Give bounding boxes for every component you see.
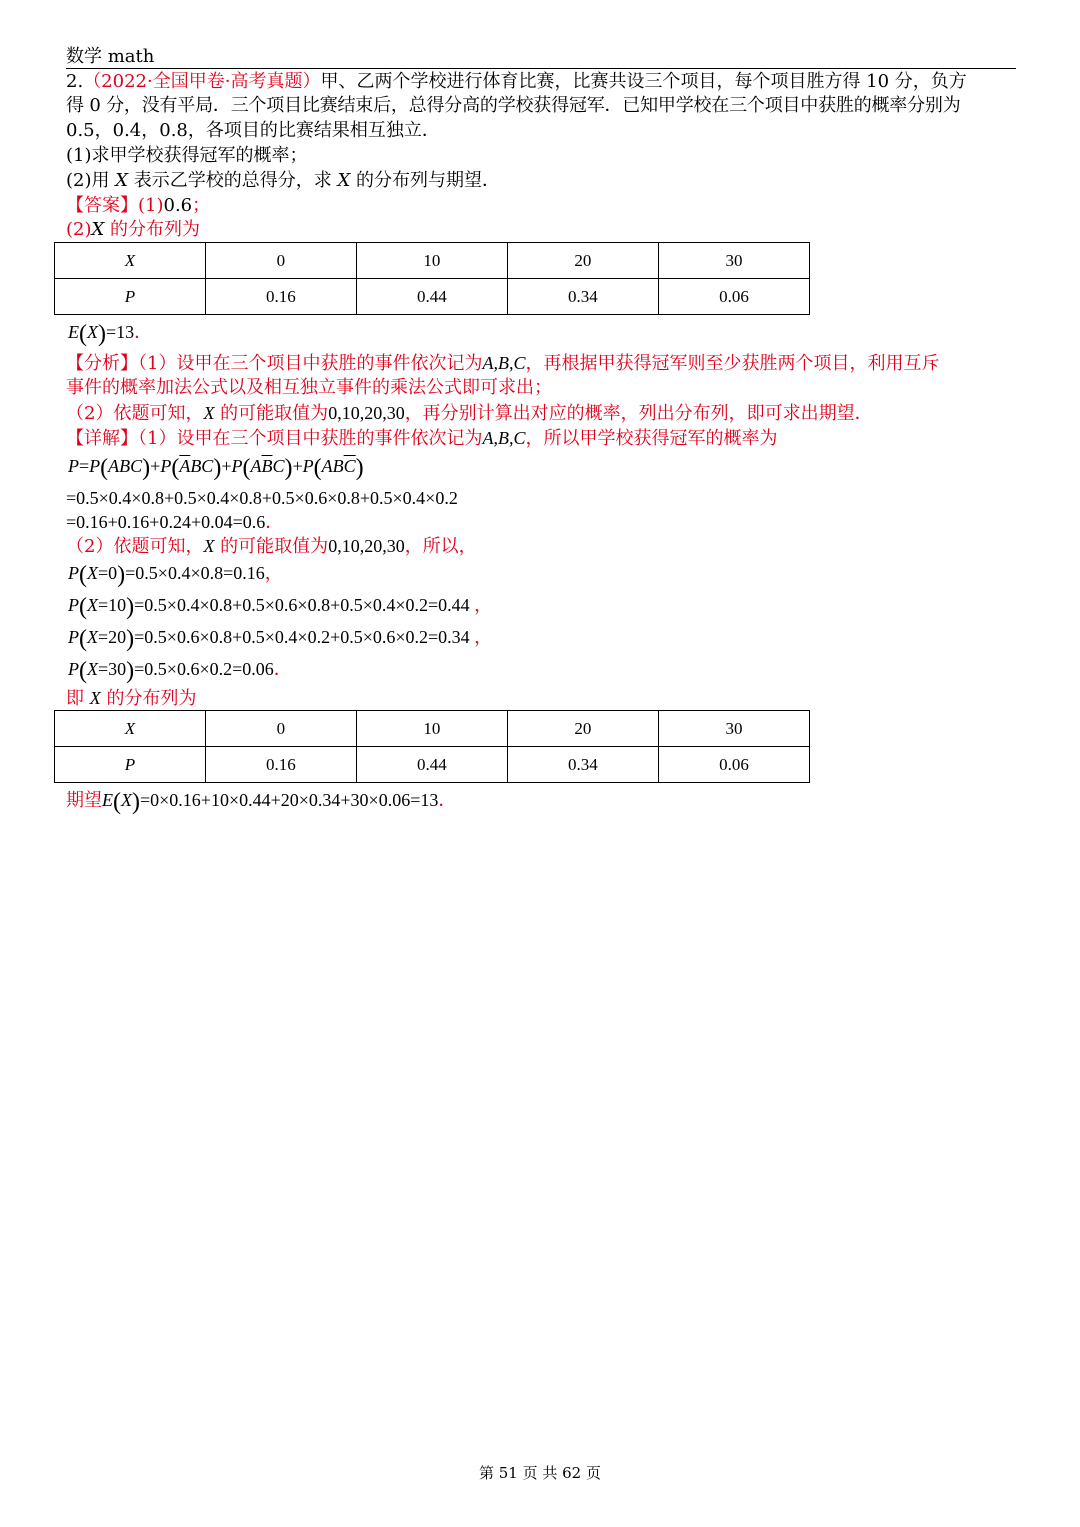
question-2: (2)用 X 表示乙学校的总得分，求 X 的分布列与期望． (66, 170, 501, 191)
distribution-table-detail (54, 710, 810, 783)
detail-equation-1: =0.5×0.4×0.8+0.5×0.4×0.8+0.5×0.6×0.8+0.5×0.4×0.2 (66, 488, 458, 508)
answer-line-1: 【答案】(1)0.6； (66, 195, 211, 216)
detail-part2-line: （2）依题可知，X 的可能取值为0,10,20,30，所以， (66, 536, 477, 557)
table-row (55, 747, 810, 783)
analysis-label: 【分析】 (66, 353, 138, 374)
detail-line-1: 【详解】（1）设甲在三个项目中获胜的事件依次记为A,B,C，所以甲学校获得冠军的概率为 (66, 428, 778, 449)
table-cell: 0.34 (507, 279, 658, 315)
detail-distribution-label: 即 X 的分布列为 (66, 688, 197, 709)
table-row (55, 711, 810, 747)
answer-expectation: E(X)=13． (68, 321, 153, 347)
table-row (55, 279, 810, 315)
table-cell: 0.16 (205, 747, 356, 783)
table-cell: 30 (658, 711, 809, 747)
table-row (55, 243, 810, 279)
question-1: (1)求甲学校获得冠军的概率； (66, 145, 308, 166)
table-cell: P (55, 279, 206, 315)
table-cell: 10 (356, 711, 507, 747)
table-cell: 20 (507, 243, 658, 279)
prob-x-10: P(X=10)=0.5×0.4×0.8+0.5×0.6×0.8+0.5×0.4×0.2=0.44 ， (68, 594, 493, 620)
table-cell: 0 (205, 243, 356, 279)
table-cell: X (55, 243, 206, 279)
page-footer: 第 51 页 共 62 页 (478, 1464, 601, 1482)
problem-line-1 (66, 70, 967, 94)
table-cell: 0.06 (658, 747, 809, 783)
table-cell: 0.16 (205, 279, 356, 315)
table-cell: X (55, 711, 206, 747)
header-text: 数学 math (66, 46, 155, 67)
table-cell: 10 (356, 243, 507, 279)
table-cell: P (55, 747, 206, 783)
problem-line-3: 0.5，0.4，0.8，各项目的比赛结果相互独立． (66, 120, 440, 141)
problem-stem: 甲、乙两个学校进行体育比赛，比赛共设三个项目，每个项目胜方得 10 分，负方 (320, 71, 967, 92)
answer-label: 【答案】 (66, 195, 138, 216)
detail-expectation: 期望E(X)=0×0.16+10×0.44+20×0.34+30×0.06=13． (66, 789, 457, 815)
detail-label: 【详解】 (66, 428, 138, 449)
prob-x-0: P(X=0)=0.5×0.4×0.8=0.16， (68, 562, 283, 588)
answer-line-2: (2)X 的分布列为 (66, 219, 201, 240)
problem-line-2: 得 0 分，没有平局．三个项目比赛结束后，总得分高的学校获得冠军．已知甲学校在三个项目中获胜的概率分别为 (66, 95, 961, 116)
distribution-table-answer (54, 242, 810, 315)
prob-x-30: P(X=30)=0.5×0.6×0.2=0.06． (68, 658, 292, 684)
table-cell: 0.06 (658, 279, 809, 315)
table-cell: 0.34 (507, 747, 658, 783)
problem-number: 2. (66, 71, 84, 92)
detail-equation-2: =0.16+0.16+0.24+0.04=0.6． (66, 512, 284, 532)
analysis-line-3: （2）依题可知，X 的可能取值为0,10,20,30，再分别计算出对应的概率，列出分布列，即可求出期望． (66, 403, 873, 424)
table-cell: 0.44 (356, 279, 507, 315)
analysis-line-2: 事件的概率加法公式以及相互独立事件的乘法公式即可求出； (66, 377, 552, 398)
answer-value-1: 0.6 (163, 195, 193, 216)
table-cell: 30 (658, 243, 809, 279)
analysis-line-1: 【分析】（1）设甲在三个项目中获胜的事件依次记为A,B,C，再根据甲获得冠军则至少获胜两个项目，利用互斥 (66, 353, 940, 374)
problem-source: （2022·全国甲卷·高考真题） (83, 71, 321, 92)
detail-probability-formula: $P=P(ABC)+P(\overline{A}BC)+P(A\overline{B}C)+P(AB\overline{C})$ (68, 455, 364, 481)
prob-x-20: P(X=20)=0.5×0.6×0.8+0.5×0.4×0.2+0.5×0.6×0.2=0.34 ， (68, 626, 493, 652)
table-cell: 0 (205, 711, 356, 747)
page-header (66, 42, 1016, 69)
table-cell: 20 (507, 711, 658, 747)
table-cell: 0.44 (356, 747, 507, 783)
